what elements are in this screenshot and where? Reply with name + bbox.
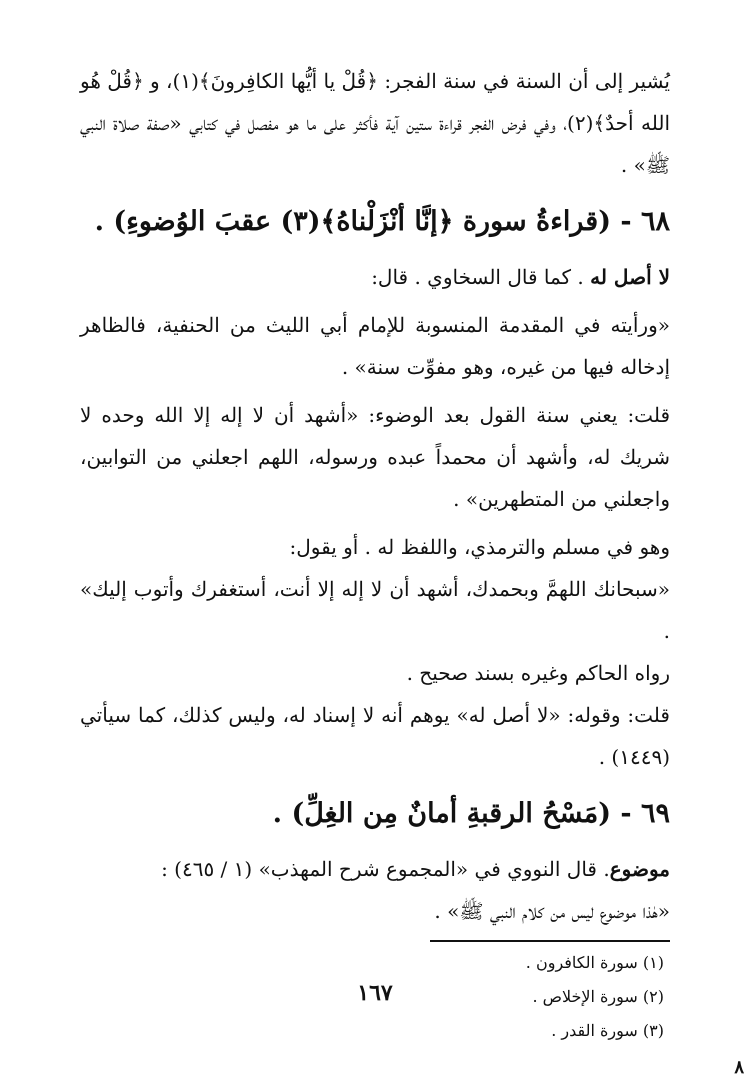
footnote-3: (٣) سورة القدر .	[551, 1021, 664, 1040]
muslim-paragraph: وهو في مسلم والترمذي، واللفظ له . أو يقول:	[289, 535, 670, 559]
mawdu-label: موضوع	[609, 857, 670, 881]
mawdu-rest: . قال النووي في «المجموع شرح المهذب» (١ / ٤٦٥) :	[161, 857, 610, 881]
qultu-paragraph-1: قلت: يعني سنة القول بعد الوضوء: «أشهد أن لا إله إلا الله وحده لا شريك له، وأشهد أن محمداً عبده ورسوله، اللهم اجعلني من التوابين، واجعلني من المتطهرين» .	[80, 403, 670, 511]
qultu-paragraph-2: قلت: وقوله: «لا أصل له» يوهم أنه لا إسناد له، وليس كذلك، كما سيأتي (١٤٤٩) .	[80, 703, 670, 769]
footnote-divider	[430, 940, 670, 942]
nawawi-quote: «هٰذا موضوع ليس من كلام النبي ﷺ» .	[434, 899, 670, 923]
muqaddima-quote: «ورأيته في المقدمة المنسوبة للإمام أبي الليث من الحنفية، فالظاهر إدخاله فيها من غيره، وهو مفوِّت سنة» .	[80, 313, 670, 379]
no-origin-rest: . كما قال السخاوي . قال:	[371, 265, 591, 289]
corner-mark: ٨	[734, 1057, 744, 1078]
page-number: ١٦٧	[357, 980, 393, 1006]
hakim-paragraph: رواه الحاكم وغيره بسند صحيح .	[406, 661, 670, 685]
ruling-69	[80, 848, 670, 890]
footnote-1: (١) سورة الكافرون .	[525, 953, 664, 972]
subhanak-quote: «سبحانك اللهمَّ وبحمدك، أشهد أن لا إله إلا أنت، أستغفرك وأتوب إليك» .	[80, 577, 670, 643]
no-origin-label: لا أصل له	[590, 265, 670, 289]
ruling-68	[80, 256, 670, 298]
intro-paragraph: يُشير إلى أن السنة في سنة الفجر: ﴿قُلْ يا أيُّها الكافِرونَ﴾(١)، و ﴿قُلْ هُو الله أحدٌ﴾(٢)، وفي فرض الفجر قراءة ستين آية فأكثر على ما هو مفصل في كتابي «صفة صلاة النبي ﷺ» .	[80, 69, 671, 177]
footnote-2: (٢) سورة الإخلاص .	[532, 987, 664, 1006]
heading-69: ٦٩ - (مَسْحُ الرقبةِ أمانٌ مِن الغِلِّ) .	[272, 798, 670, 829]
page-body	[80, 60, 670, 1048]
heading-68: ٦٨ - (قراءةُ سورة ﴿إنَّا أنْزَلْناهُ﴾(٣) عقبَ الوُضوءِ) .	[94, 206, 670, 237]
